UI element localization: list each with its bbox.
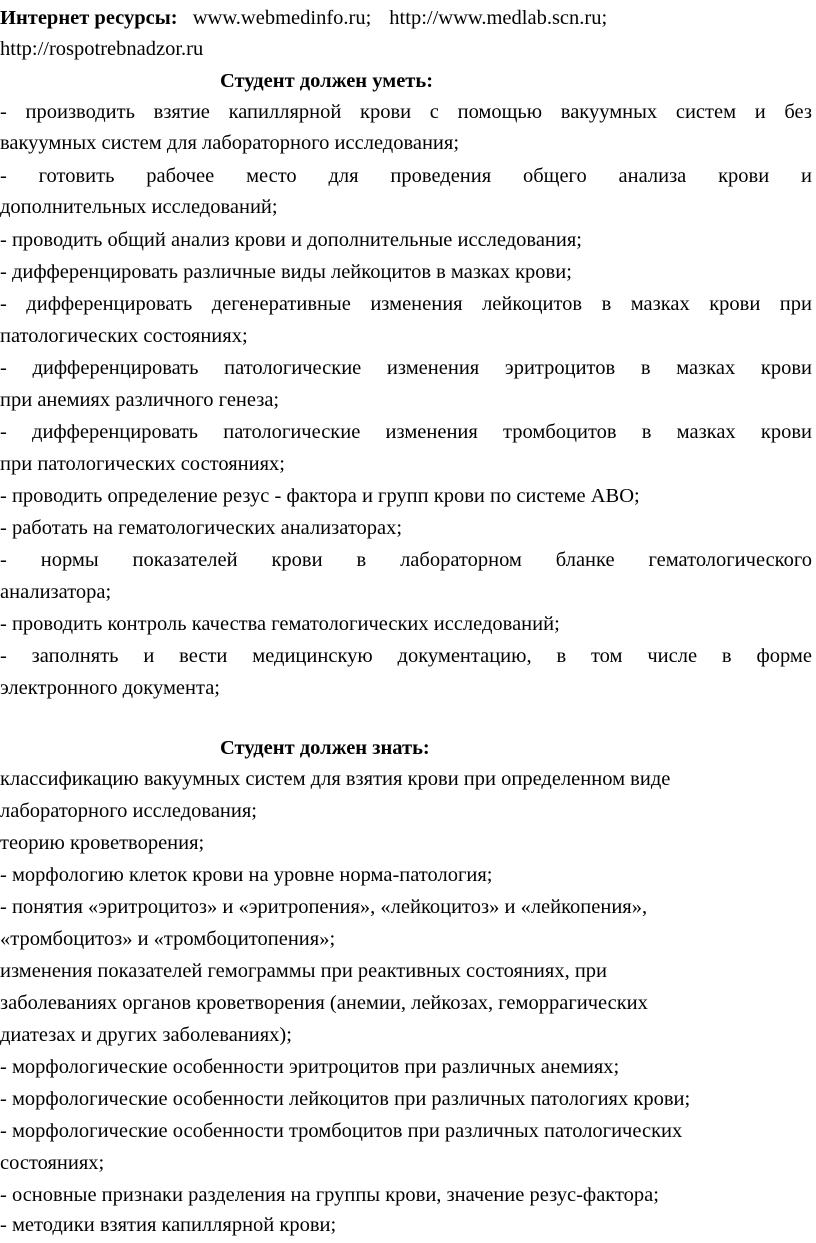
skills-line: - готовить рабочее место для проведения общего анализа крови и: [0, 165, 812, 187]
internet-resources-line: [0, 3, 607, 33]
resource-link-webmedinfo[interactable]: www.webmedinfo.ru;: [192, 7, 372, 29]
skills-line: при патологических состояниях;: [0, 453, 285, 475]
resource-link-rospotrebnadzor[interactable]: http://rospotrebnadzor.ru: [0, 38, 204, 60]
knowledge-line: классификацию вакуумных систем для взятия крови при определенном виде: [0, 768, 671, 790]
knowledge-line: - морфологию клеток крови на уровне норма-патология;: [0, 864, 493, 886]
knowledge-line: диатезах и других заболеваниях);: [0, 1024, 292, 1046]
skills-line: - дифференцировать дегенеративные изменения лейкоцитов в мазках крови при: [0, 293, 812, 315]
skills-line: - дифференцировать различные виды лейкоцитов в мазках крови;: [0, 261, 572, 283]
skills-line: дополнительных исследований;: [0, 196, 278, 218]
skills-line: - дифференцировать патологические изменения тромбоцитов в мазках крови: [0, 421, 812, 443]
knowledge-heading: Студент должен знать:: [220, 737, 430, 759]
skills-line: вакуумных систем для лабораторного исследования;: [0, 132, 460, 154]
skills-line: - проводить общий анализ крови и дополнительные исследования;: [0, 229, 582, 251]
skills-heading: Студент должен уметь:: [220, 70, 434, 92]
skills-line: - заполнять и вести медицинскую документацию, в том числе в форме: [0, 645, 812, 667]
knowledge-line: - морфологические особенности тромбоцитов при различных патологических: [0, 1120, 683, 1142]
resource-link-medlab[interactable]: http://www.medlab.scn.ru;: [389, 7, 608, 29]
knowledge-line: - основные признаки разделения на группы крови, значение резус-фактора;: [0, 1184, 659, 1206]
skills-line: - производить взятие капиллярной крови с помощью вакуумных систем и без: [0, 101, 812, 123]
internet-resources-label: Интернет ресурсы:: [0, 7, 178, 29]
knowledge-line: изменения показателей гемограммы при реактивных состояниях, при: [0, 960, 608, 982]
knowledge-line: - понятия «эритроцитоз» и «эритропения», «лейкоцитоз» и «лейкопения»,: [0, 896, 648, 918]
knowledge-line: «тромбоцитоз» и «тромбоцитопения»;: [0, 928, 336, 950]
knowledge-line: теорию кроветворения;: [0, 832, 205, 854]
knowledge-line: лабораторного исследования;: [0, 800, 257, 822]
skills-line: - работать на гематологических анализаторах;: [0, 517, 403, 539]
skills-line: - проводить контроль качества гематологических исследований;: [0, 613, 560, 635]
skills-line: - нормы показателей крови в лабораторном бланке гематологического: [0, 549, 812, 571]
knowledge-line: заболеваниях органов кроветворения (анемии, лейкозах, геморрагических: [0, 992, 648, 1014]
skills-line: - дифференцировать патологические изменения эритроцитов в мазках крови: [0, 357, 812, 379]
skills-line: анализатора;: [0, 581, 112, 603]
knowledge-line: - методики взятия капиллярной крови;: [0, 1214, 337, 1236]
knowledge-line: состояниях;: [0, 1152, 105, 1174]
skills-line: электронного документа;: [0, 677, 220, 699]
skills-line: - проводить определение резус - фактора и групп крови по системе АВО;: [0, 485, 640, 507]
knowledge-line: - морфологические особенности лейкоцитов при различных патологиях крови;: [0, 1088, 691, 1110]
skills-line: патологических состояниях;: [0, 325, 248, 347]
knowledge-line: - морфологические особенности эритроцитов при различных анемиях;: [0, 1056, 620, 1078]
skills-line: при анемиях различного генеза;: [0, 389, 280, 411]
